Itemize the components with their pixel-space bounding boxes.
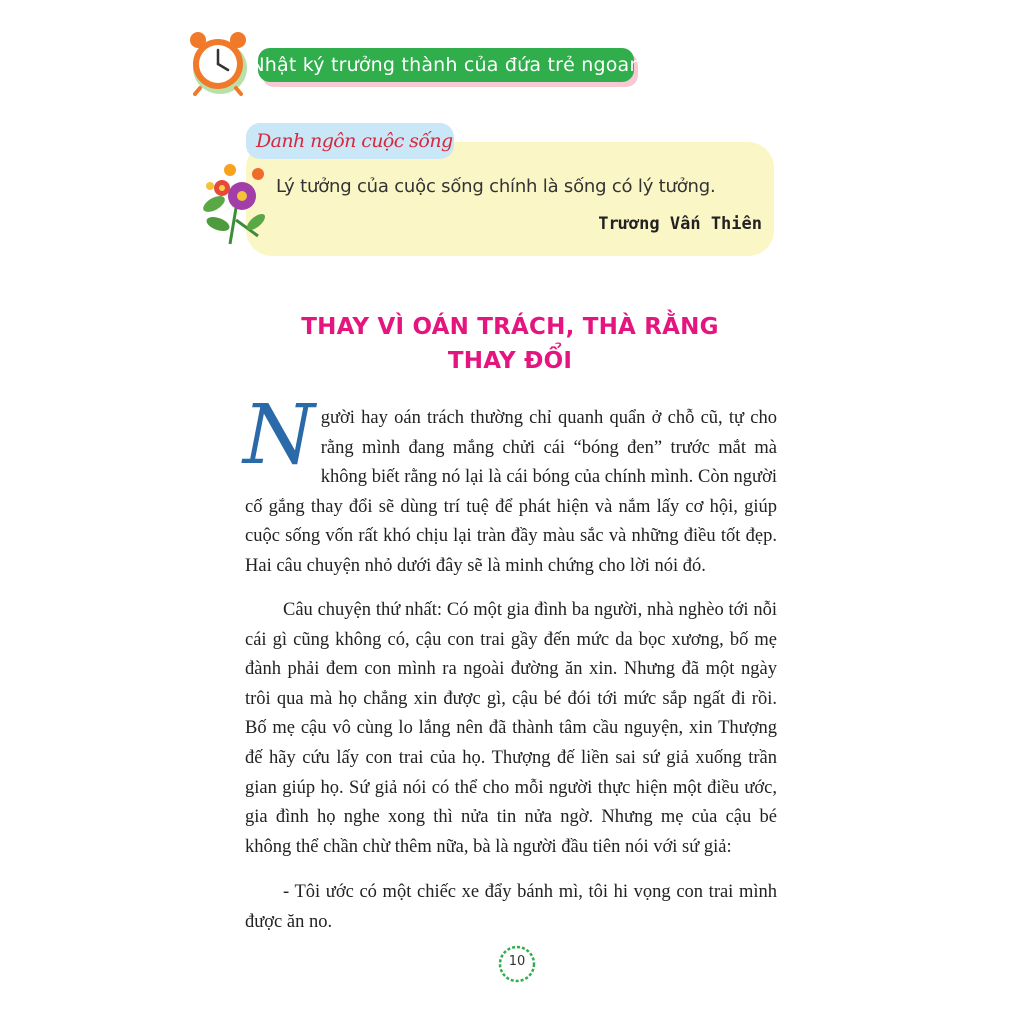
quote-tag-label: Danh ngôn cuộc sống <box>256 130 453 152</box>
body-paragraph-1-text: gười hay oán trách thường chỉ quanh quẩn ở chỗ cũ, tự cho rằng mình đang mắng chửi cái “bóng đen” trước mắt mà không biết rằng nó lại là cái bóng của chính mình. Còn người cố gắng thay đổi sẽ dùng trí tuệ để phát hiện và nắm lấy cơ hội, giúp cuộc sống vốn rất khó chịu lại tràn đầy màu sắc và những điều tốt đẹp. Hai câu chuyện nhỏ dưới đây sẽ là minh chứng cho lời nói đó. <box>245 408 777 576</box>
header-title: Nhật ký trưởng thành của đứa trẻ ngoan <box>250 54 642 76</box>
quote-tag <box>246 123 454 159</box>
alarm-clock-icon <box>188 28 252 96</box>
page-title <box>246 310 774 378</box>
page-header <box>188 28 658 96</box>
quote-author: Trương Vấn Thiên <box>598 214 762 234</box>
header-banner <box>250 48 642 82</box>
page-number-text: 10 <box>508 954 526 969</box>
body-paragraph-3: - Tôi ước có một chiếc xe đẩy bánh mì, tôi hi vọng con trai mình được ăn no. <box>245 882 777 932</box>
drop-cap: N <box>243 388 315 483</box>
flower-icon <box>200 160 274 246</box>
page-title-line-1: THAY VÌ OÁN TRÁCH, THÀ RẰNG <box>301 314 719 340</box>
quote-box <box>246 142 774 256</box>
page-title-line-2: THAY ĐỔI <box>447 348 573 374</box>
body-paragraph-1 <box>243 388 777 582</box>
quote-text: Lý tưởng của cuộc sống chính là sống có lý tưởng. <box>276 176 716 197</box>
page-number <box>497 944 537 984</box>
body-paragraph-2: Câu chuyện thứ nhất: Có một gia đình ba người, nhà nghèo tới nỗi cái gì cũng không có, cậu con trai gầy đến mức da bọc xương, bố mẹ đành phải đem con mình ra ngoài đường ăn xin. Nhưng đã một ngày trôi qua mà họ chẳng xin được gì, cậu bé đói tới mức sắp ngất đi rồi. Bố mẹ cậu vô cùng lo lắng nên đã thành tâm cầu nguyện, xin Thượng đế hãy cứu lấy con trai của họ. Thượng đế liền sai sứ giả xuống trần gian giúp họ. Sứ giả nói có thể cho mỗi người thực hiện một điều ước, gia đình họ nghe xong thì nửa tin nửa ngờ. Nhưng mẹ của cậu bé không thể chần chừ thêm nữa, bà là người đầu tiên nói với sứ giả: <box>245 600 777 857</box>
